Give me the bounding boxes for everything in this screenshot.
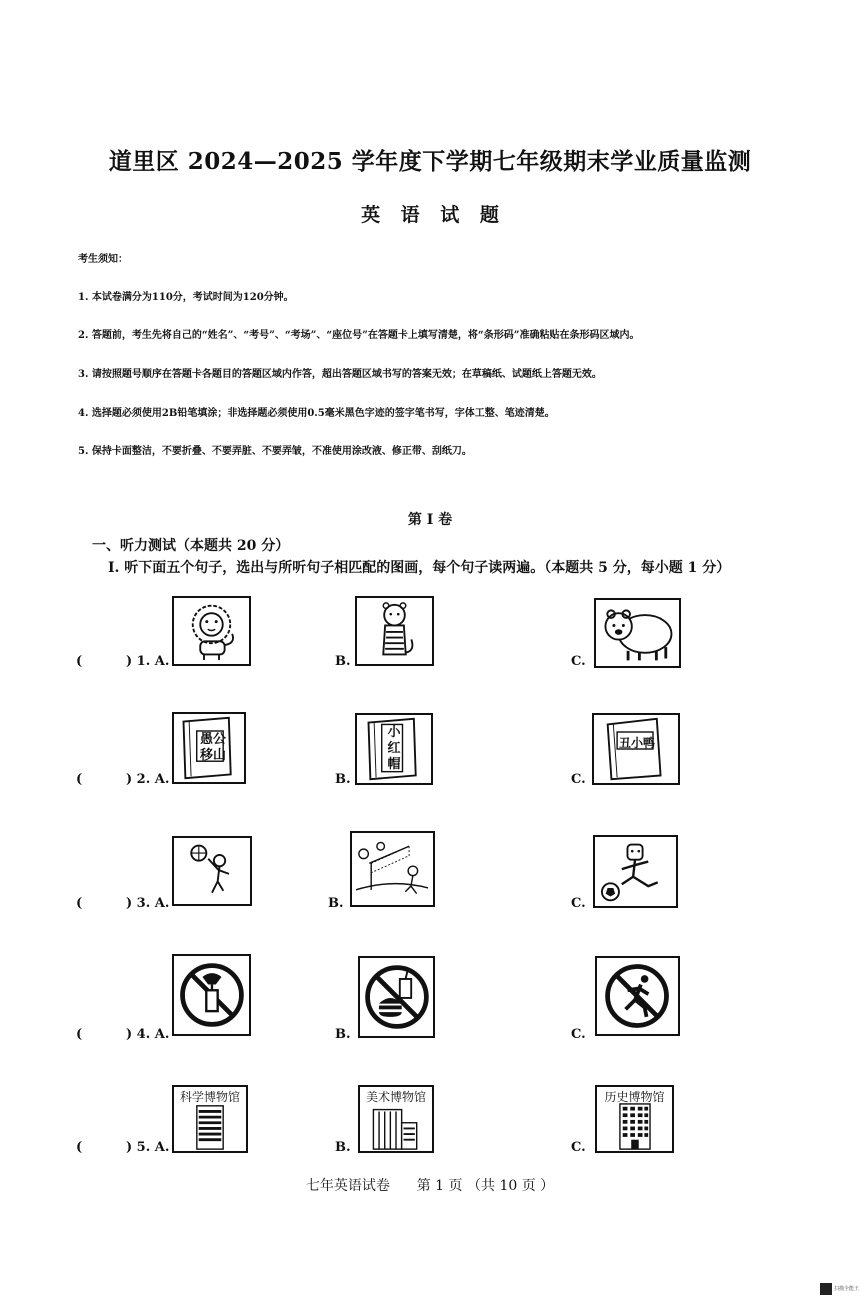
- lion-icon: [172, 596, 251, 666]
- answer-paren: (: [76, 772, 83, 787]
- book-title-line: 红: [387, 741, 401, 756]
- answer-paren: (: [76, 654, 83, 669]
- notice-item-3: 3. 请按照题号顺序在答题卡各题目的答题区域内作答，超出答题区域书写的答案无效；在草稿纸、试题纸上答题无效。: [78, 369, 602, 380]
- option-b-label: B.: [335, 772, 351, 787]
- exam-subtitle: 英 语 试 题: [361, 204, 499, 226]
- notice-item-2: 2. 答题前，考生先将自己的“姓名”、“考号”、“考场”、“座位号”在答题卡上填写清楚，将“条形码”准确粘贴在条形码区域内。: [78, 330, 640, 341]
- book-title-line: 移山: [200, 748, 227, 763]
- book-xiao-hong-mao: [355, 713, 433, 785]
- qr-code-icon: [820, 1283, 832, 1295]
- option-b-label: B.: [335, 654, 351, 669]
- option-b-label: B.: [335, 1027, 351, 1042]
- book-title-line: 丑小鸭: [618, 736, 655, 750]
- soccer-player-icon: [593, 835, 678, 908]
- notice-heading: 考生须知：: [78, 254, 128, 265]
- option-c-label: C.: [571, 654, 586, 669]
- option-c-label: C.: [571, 896, 586, 911]
- notice-item-5: 5. 保持卡面整洁，不要折叠、不要弄脏、不要弄皱，不准使用涂改液、修正带、刮纸刀。: [78, 446, 472, 457]
- history-museum-icon: [595, 1085, 674, 1153]
- footer-title: 七年英语试卷: [305, 1178, 390, 1194]
- footer-page-number: 第 1 页 （共 10 页 ）: [416, 1178, 555, 1194]
- question-instruction: I. 听下面五个句子，选出与所听句子相匹配的图画，每个句子读两遍。（本题共 5 分，每小题 1 分）: [108, 560, 731, 576]
- exam-title: 道里区 2024—2025 学年度下学期七年级期末学业质量监测: [108, 148, 752, 175]
- part-heading: 第 I 卷: [407, 512, 453, 528]
- question-4-label: ) 4. A.: [126, 1027, 170, 1042]
- no-food-sign-icon: [358, 956, 435, 1038]
- option-c-label: C.: [571, 1027, 586, 1042]
- answer-paren: (: [76, 896, 83, 911]
- tiger-icon: [355, 596, 434, 666]
- book-yugong-yishan: [172, 712, 246, 784]
- book-title-line: 帽: [387, 757, 401, 772]
- option-c-label: C.: [571, 772, 586, 787]
- no-drinking-sign-icon: [172, 954, 251, 1036]
- museum-label: 历史博物馆: [604, 1090, 665, 1104]
- answer-paren: (: [76, 1140, 83, 1155]
- book-title-line: 愚公: [200, 732, 227, 747]
- no-running-sign-icon: [595, 956, 680, 1036]
- museum-label: 科学博物馆: [179, 1090, 240, 1104]
- volleyball-players-icon: [350, 831, 435, 907]
- question-1-label: ) 1. A.: [126, 654, 170, 669]
- art-museum-icon: [358, 1085, 434, 1153]
- section-heading: 一、听力测试（本题共 20 分）: [92, 538, 290, 554]
- option-b-label: B.: [335, 1140, 351, 1155]
- question-3-label: ) 3. A.: [126, 896, 170, 911]
- question-2-label: ) 2. A.: [126, 772, 170, 787]
- notice-item-1: 1. 本试卷满分为110分，考试时间为120分钟。: [78, 292, 294, 303]
- book-title-line: 小: [387, 725, 401, 740]
- option-c-label: C.: [571, 1140, 586, 1155]
- science-museum-icon: [172, 1085, 248, 1153]
- book-chou-xiao-ya: [592, 713, 680, 785]
- notice-item-4: 4. 选择题必须使用2B铅笔填涂；非选择题必须使用0.5毫米黑色字迹的签字笔书写，字体工整、笔迹清楚。: [78, 408, 555, 419]
- museum-label: 美术博物馆: [365, 1090, 426, 1104]
- option-b-label: B.: [328, 896, 344, 911]
- question-5-label: ) 5. A.: [126, 1140, 170, 1155]
- page-footer: [0, 1175, 860, 1195]
- scanner-watermark: 扫描全能王: [834, 1286, 860, 1292]
- answer-paren: (: [76, 1027, 83, 1042]
- basketball-player-icon: [172, 836, 252, 906]
- bear-icon: [594, 598, 681, 668]
